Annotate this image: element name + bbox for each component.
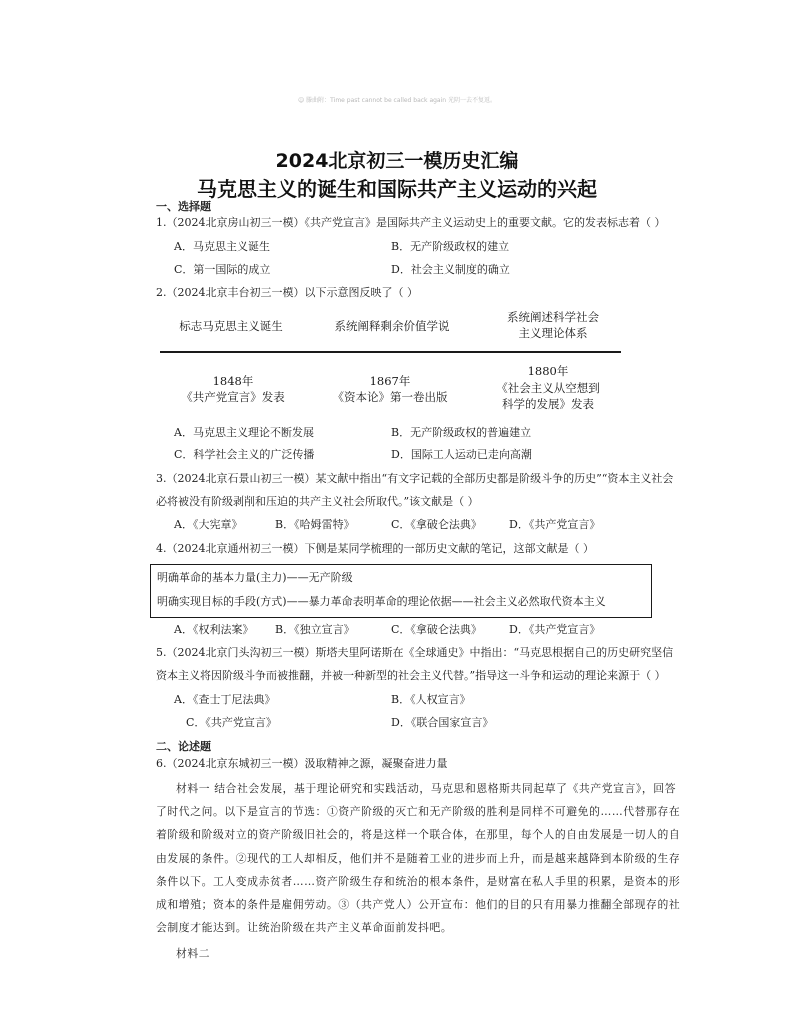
question-6-stem: 6.（2024北京东城初三一模）汲取精神之源，凝聚奋进力量 bbox=[156, 757, 448, 770]
q2-option-b[interactable]: B．无产阶级政权的普遍建立 bbox=[391, 426, 532, 439]
timeline-axis bbox=[160, 351, 621, 353]
material-1-line: 了时代之问。以下是宣言的节选：①资产阶级的灭亡和无产阶级的胜利是同样不可避免的……代替那存在 bbox=[156, 805, 681, 818]
question-5-line-2: 资本主义将因阶级斗争而被推翻，并被一种新型的社会主义代替。”指导这一斗争和运动的理论来源于（ ） bbox=[156, 669, 666, 682]
q1-option-d[interactable]: D．社会主义制度的确立 bbox=[391, 263, 510, 276]
timeline-event-2: 《资本论》第一卷出版 bbox=[332, 390, 448, 404]
q4-option-a[interactable]: A．《权利法案》 bbox=[174, 623, 254, 636]
q4-option-c[interactable]: C．《拿破仑法典》 bbox=[391, 623, 482, 636]
q3-option-b[interactable]: B．《哈姆雷特》 bbox=[275, 518, 355, 531]
timeline-event-1: 《共产党宣言》发表 bbox=[181, 390, 285, 404]
material-1-line: 由发展的条件。②现代的工人却相反，他们并不是随着工业的进步而上升，而是越来越降到本阶级的生存 bbox=[156, 852, 681, 865]
timeline-event-3a: 《社会主义从空想到 bbox=[496, 381, 600, 395]
timeline-year-1867: 1867年 bbox=[369, 374, 411, 388]
q3-option-d[interactable]: D．《共产党宣言》 bbox=[509, 518, 601, 531]
section-heading-choice: 一、选择题 bbox=[156, 200, 211, 213]
q4-option-b[interactable]: B．《独立宣言》 bbox=[275, 623, 355, 636]
material-1-line: 材料一 结合社会发展，基于理论研究和实践活动，马克思和恩格斯共同起草了《共产党宣言》，回答 bbox=[176, 782, 677, 795]
question-3-line-2: 必将被没有阶级剥削和压迫的共产主义社会所取代。”该文献是（ ） bbox=[156, 495, 479, 508]
q5-option-d[interactable]: D．《联合国家宣言》 bbox=[391, 716, 494, 729]
q3-option-a[interactable]: A．《大宪章》 bbox=[174, 518, 243, 531]
timeline-label-top-1: 标志马克思主义诞生 bbox=[179, 319, 283, 333]
section-heading-essay: 二、论述题 bbox=[156, 740, 211, 753]
material-1-line: 会制度才能达到。让统治阶级在共产主义革命面前发抖吧。 bbox=[156, 921, 453, 934]
q5-option-c[interactable]: C．《共产党宣言》 bbox=[186, 716, 277, 729]
page-subtitle: 马克思主义的诞生和国际共产主义运动的兴起 bbox=[197, 177, 597, 201]
material-1-line: 条件以下。工人变成赤贫者……资产阶级生存和统治的根本条件，是财富在私人手里的积累，是资本的形 bbox=[156, 875, 681, 888]
material-1-line: 成和增殖；资本的条件是雇佣劳动。③（共产党人）公开宣布：他们的目的只有用暴力推翻全部现存的社 bbox=[156, 898, 681, 911]
q2-option-c[interactable]: C．科学社会主义的广泛传播 bbox=[174, 448, 315, 461]
q1-option-c[interactable]: C．第一国际的成立 bbox=[174, 263, 271, 276]
note-line-1: 明确革命的基本力量(主力)——无产阶级 bbox=[157, 571, 353, 584]
timeline-event-3b: 科学的发展》发表 bbox=[502, 397, 594, 411]
note-line-2: 明确实现目标的手段(方式)——暴力革命表明革命的理论依据——社会主义必然取代资本主义 bbox=[157, 595, 606, 608]
q3-option-c[interactable]: C．《拿破仑法典》 bbox=[391, 518, 482, 531]
timeline-label-top-3a: 系统阐述科学社会 bbox=[507, 310, 599, 324]
q5-option-b[interactable]: B．《人权宣言》 bbox=[391, 693, 471, 706]
question-3-line-1: 3.（2024北京石景山初三一模）某文献中指出“有文字记载的全部历史都是阶级斗争的历史”“资本主义社会 bbox=[156, 472, 674, 485]
q4-option-d[interactable]: D．《共产党宣言》 bbox=[509, 623, 601, 636]
timeline-label-top-2: 系统阐释剩余价值学说 bbox=[334, 319, 450, 333]
page-title: 2024北京初三一模历史汇编 bbox=[275, 150, 519, 172]
timeline-label-top-3b: 主义理论体系 bbox=[518, 326, 588, 340]
timeline-year-1848: 1848年 bbox=[212, 374, 254, 388]
question-2-stem: 2.（2024北京丰台初三一模）以下示意图反映了（ ） bbox=[156, 286, 418, 299]
material-2-heading: 材料二 bbox=[176, 947, 211, 960]
watermark: ☺ 滕曲附：Time past cannot be called back again 光阴一去不复返。 bbox=[298, 97, 496, 104]
question-5-line-1: 5.（2024北京门头沟初三一模）斯塔夫里阿诺斯在《全球通史》中指出：“马克思根据自己的历史研究坚信 bbox=[156, 646, 674, 659]
material-1-line: 着阶级和阶级对立的资产阶级旧社会的，将是这样一个联合体，在那里，每个人的自由发展是一切人的自 bbox=[156, 828, 681, 841]
q1-option-a[interactable]: A．马克思主义诞生 bbox=[174, 240, 270, 253]
q5-option-a[interactable]: A．《查士丁尼法典》 bbox=[174, 693, 276, 706]
q1-option-b[interactable]: B．无产阶级政权的建立 bbox=[391, 240, 510, 253]
question-1-stem: 1.（2024北京房山初三一模）《共产党宣言》是国际共产主义运动史上的重要文献。它的发表标志着（ ） bbox=[156, 216, 666, 229]
question-4-stem: 4.（2024北京通州初三一模）下侧是某同学梳理的一部历史文献的笔记，这部文献是（ ） bbox=[156, 542, 594, 555]
q2-option-a[interactable]: A．马克思主义理论不断发展 bbox=[174, 426, 314, 439]
timeline-year-1880: 1880年 bbox=[527, 364, 569, 378]
q2-option-d[interactable]: D．国际工人运动已走向高潮 bbox=[391, 448, 532, 461]
